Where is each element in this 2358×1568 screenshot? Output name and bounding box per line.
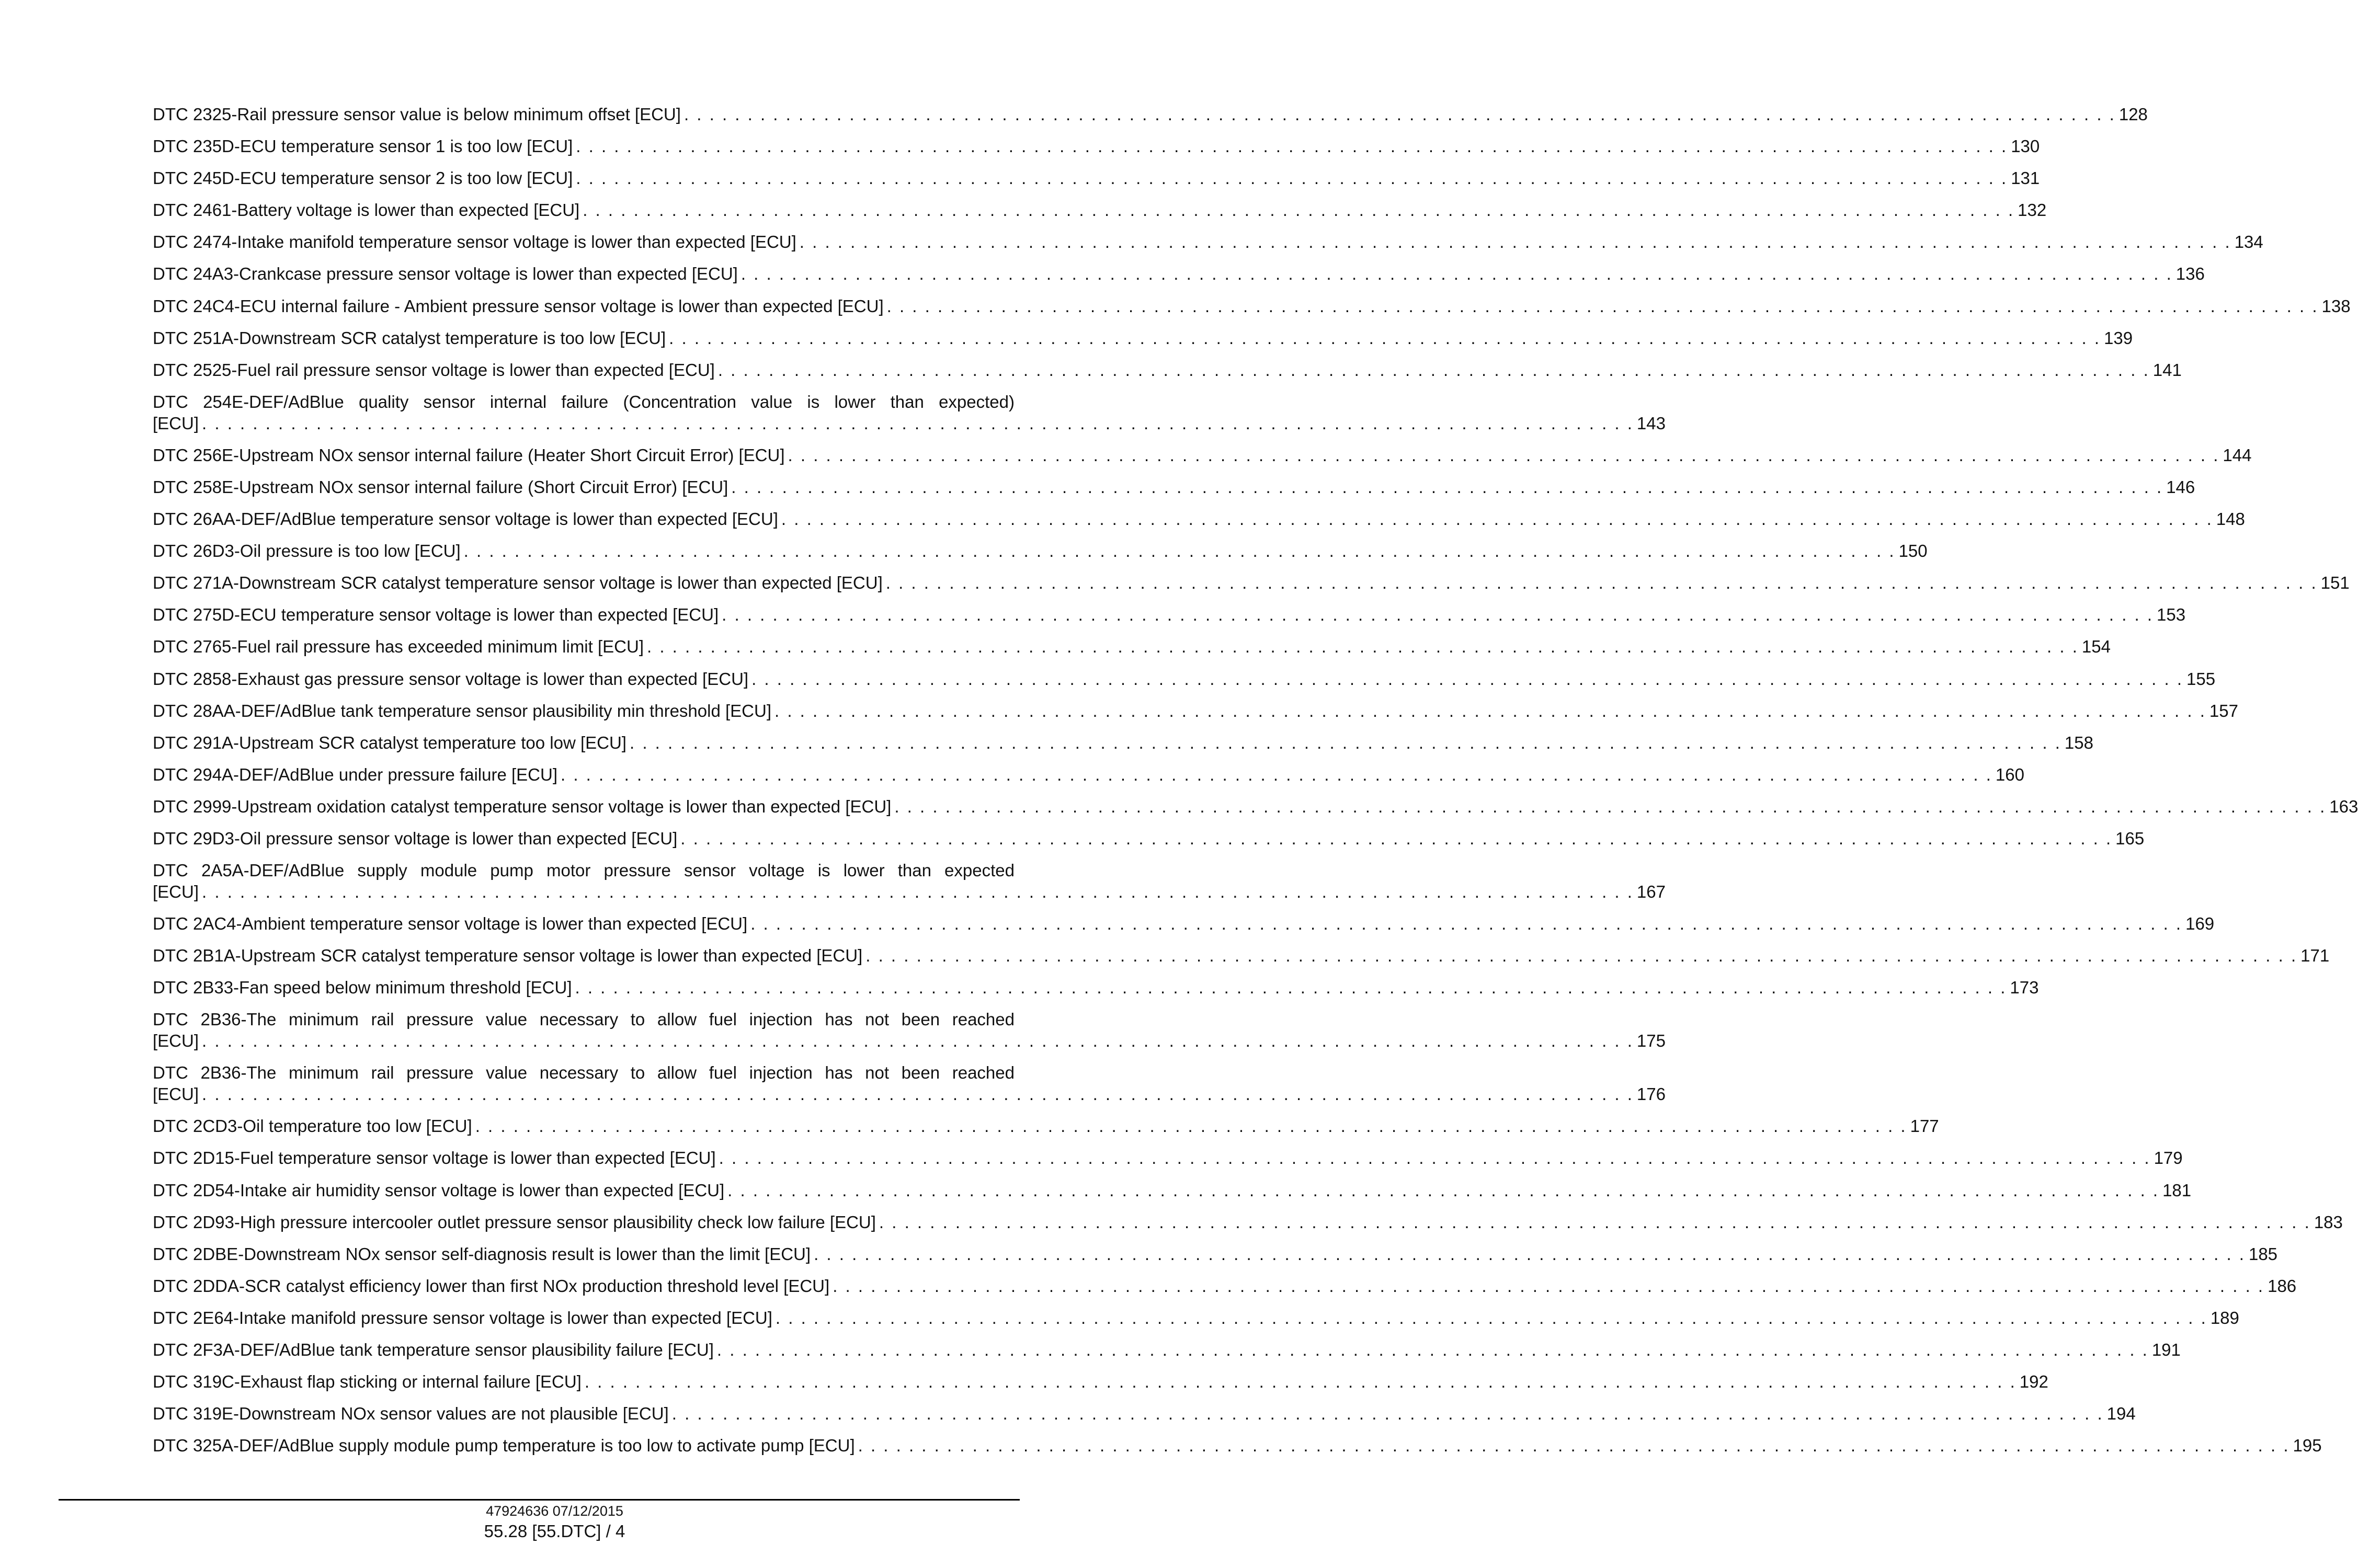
dot-leader: . . . . . . . . . . . . . . . . . . . . . . . . . . . . . . . . . . . . . . . . . . . . . . . . . . . . . . . . . . . . . . . . . . . . . . . . . . . . . . . . . . . . . . . . . . . . . . . . . . . . . . . . . . . . . . . . .: [684, 105, 2116, 124]
toc-entry-page: 151: [2320, 573, 2350, 593]
dot-leader: . . . . . . . . . . . . . . . . . . . . . . . . . . . . . . . . . . . . . . . . . . . . . . . . . . . . . . . . . . . . . . . . . . . . . . . . . . . . . . . . . . . . . . . . . . . . . . . . . . . . . . . . . . . . . . . . .: [575, 978, 2007, 998]
dot-leader: . . . . . . . . . . . . . . . . . . . . . . . . . . . . . . . . . . . . . . . . . . . . . . . . . . . . . . . . . . . . . . . . . . . . . . . . . . . . . . . . . . . . . . . . . . . . . . . . . . . . . . . . . . . . . . . . .: [202, 1031, 1634, 1051]
toc-entry-title: DTC 2F3A-DEF/AdBlue tank temperature sensor plausibility failure [ECU]: [153, 1340, 714, 1359]
toc-entry-title: DTC 2858-Exhaust gas pressure sensor voltage is lower than expected [ECU]: [153, 669, 749, 689]
toc-entry: [153, 1435, 2322, 1467]
dot-leader: . . . . . . . . . . . . . . . . . . . . . . . . . . . . . . . . . . . . . . . . . . . . . . . . . . . . . . . . . . . . . . . . . . . . . . . . . . . . . . . . . . . . . . . . . . . . . . . . . . . . . . . . . . . . . . . . .: [671, 1404, 2104, 1424]
toc-entry: [153, 359, 2182, 391]
toc-entry-title: DTC 2A5A-DEF/AdBlue supply module pump motor pressure sensor voltage is lower than expected: [153, 861, 1015, 880]
toc-entry-page: 146: [2166, 477, 2195, 497]
dot-leader: . . . . . . . . . . . . . . . . . . . . . . . . . . . . . . . . . . . . . . . . . . . . . . . . . . . . . . . . . . . . . . . . . . . . . . . . . . . . . . . . . . . . . . . . . . . . . . . . . . . . . . . . . . . . . . . . .: [751, 669, 2183, 689]
toc-entry-title: DTC 29D3-Oil pressure sensor voltage is lower than expected [ECU]: [153, 828, 678, 848]
toc-entry-page: 139: [2104, 328, 2133, 348]
toc-entry: [153, 1371, 2048, 1403]
toc-entry-title: DTC 2B33-Fan speed below minimum threshold [ECU]: [153, 978, 572, 998]
toc-entry-page: 143: [1636, 413, 1666, 433]
toc-entry: [153, 732, 2093, 764]
dot-leader: . . . . . . . . . . . . . . . . . . . . . . . . . . . . . . . . . . . . . . . . . . . . . . . . . . . . . . . . . . . . . . . . . . . . . . . . . . . . . . . . . . . . . . . . . . . . . . . . . . . . . . . . . . . . . . . . .: [741, 264, 2173, 284]
toc-entry-title: DTC 2B36-The minimum rail pressure value necessary to allow fuel injection has not been reached: [153, 1010, 1015, 1029]
dot-leader: . . . . . . . . . . . . . . . . . . . . . . . . . . . . . . . . . . . . . . . . . . . . . . . . . . . . . . . . . . . . . . . . . . . . . . . . . . . . . . . . . . . . . . . . . . . . . . . . . . . . . . . . . . . . . . . . .: [716, 1340, 2149, 1359]
toc-entry: [153, 104, 2148, 135]
toc-entry-title-continued: [ECU]: [153, 882, 199, 902]
toc-entry-title: DTC 251A-Downstream SCR catalyst temperature is too low [ECU]: [153, 328, 666, 348]
toc-entry-title: DTC 291A-Upstream SCR catalyst temperature too low [ECU]: [153, 733, 626, 752]
toc-entry: [153, 476, 2195, 508]
toc-entry-page: 165: [2115, 828, 2145, 848]
toc-entry-title: DTC 2525-Fuel rail pressure sensor voltage is lower than expected [ECU]: [153, 360, 715, 380]
dot-leader: . . . . . . . . . . . . . . . . . . . . . . . . . . . . . . . . . . . . . . . . . . . . . . . . . . . . . . . . . . . . . . . . . . . . . . . . . . . . . . . . . . . . . . . . . . . . . . . . . . . . . . . . . . . . . . . . .: [202, 1084, 1634, 1104]
toc-entry-page: 154: [2081, 637, 2111, 657]
dot-leader: . . . . . . . . . . . . . . . . . . . . . . . . . . . . . . . . . . . . . . . . . . . . . . . . . . . . . . . . . . . . . . . . . . . . . . . . . . . . . . . . . . . . . . . . . . . . . . . . . . . . . . . . . . . . . . . . .: [722, 605, 2154, 625]
dot-leader: . . . . . . . . . . . . . . . . . . . . . . . . . . . . . . . . . . . . . . . . . . . . . . . . . . . . . . . . . . . . . . . . . . . . . . . . . . . . . . . . . . . . . . . . . . . . . . . . . . . . . . . . . . . . . . . . .: [717, 360, 2150, 380]
toc-entry: [153, 1115, 1939, 1147]
toc-entry-page: 192: [2019, 1372, 2048, 1392]
toc-entry-page: 163: [2329, 796, 2358, 816]
toc-entry-page: 175: [1636, 1031, 1666, 1051]
dot-leader: . . . . . . . . . . . . . . . . . . . . . . . . . . . . . . . . . . . . . . . . . . . . . . . . . . . . . . . . . . . . . . . . . . . . . . . . . . . . . . . . . . . . . . . . . . . . . . . . . . . . . . . . . . . . . . . . .: [576, 136, 2008, 156]
toc-entry: [153, 796, 2358, 828]
toc-entry-page: 169: [2185, 914, 2215, 934]
toc-entry-title: DTC 2AC4-Ambient temperature sensor voltage is lower than expected [ECU]: [153, 914, 748, 934]
toc-entry-title: DTC 2B1A-Upstream SCR catalyst temperature sensor voltage is lower than expected [ECU]: [153, 946, 863, 966]
toc-entry-title: DTC 2DBE-Downstream NOx sensor self-diagnosis result is lower than the limit [ECU]: [153, 1244, 811, 1264]
toc-entry-title: DTC 26AA-DEF/AdBlue temperature sensor voltage is lower than expected [ECU]: [153, 509, 778, 529]
dot-leader: . . . . . . . . . . . . . . . . . . . . . . . . . . . . . . . . . . . . . . . . . . . . . . . . . . . . . . . . . . . . . . . . . . . . . . . . . . . . . . . . . . . . . . . . . . . . . . . . . . . . . . . . . . . . . . . . .: [799, 232, 2231, 252]
dot-leader: . . . . . . . . . . . . . . . . . . . . . . . . . . . . . . . . . . . . . . . . . . . . . . . . . . . . . . . . . . . . . . . . . . . . . . . . . . . . . . . . . . . . . . . . . . . . . . . . . . . . . . . . . . . . . . . . .: [865, 946, 2298, 966]
toc-entry: [153, 295, 2351, 327]
dot-leader: . . . . . . . . . . . . . . . . . . . . . . . . . . . . . . . . . . . . . . . . . . . . . . . . . . . . . . . . . . . . . . . . . . . . . . . . . . . . . . . . . . . . . . . . . . . . . . . . . . . . . . . . . . . . . . . . .: [879, 1212, 2311, 1232]
toc-entry-title: DTC 2CD3-Oil temperature too low [ECU]: [153, 1116, 472, 1136]
toc-entry-title: DTC 24A3-Crankcase pressure sensor voltage is lower than expected [ECU]: [153, 264, 738, 284]
footer-document-reference: 47924636 07/12/2015: [486, 1503, 623, 1519]
toc-entry-page: 189: [2210, 1308, 2239, 1327]
toc-entry: [153, 1339, 2181, 1371]
toc-entry-page: 150: [1898, 541, 1928, 561]
toc-entry: [153, 1211, 2343, 1243]
toc-entry: [153, 444, 2252, 476]
dot-leader: . . . . . . . . . . . . . . . . . . . . . . . . . . . . . . . . . . . . . . . . . . . . . . . . . . . . . . . . . . . . . . . . . . . . . . . . . . . . . . . . . . . . . . . . . . . . . . . . . . . . . . . . . . . . . . . . .: [576, 168, 2008, 188]
dot-leader: . . . . . . . . . . . . . . . . . . . . . . . . . . . . . . . . . . . . . . . . . . . . . . . . . . . . . . . . . . . . . . . . . . . . . . . . . . . . . . . . . . . . . . . . . . . . . . . . . . . . . . . . . . . . . . . . .: [886, 296, 2319, 316]
toc-entry-title: DTC 319C-Exhaust flap sticking or internal failure [ECU]: [153, 1372, 582, 1392]
toc-entry: [153, 945, 2330, 977]
toc-entry-page: 167: [1636, 882, 1666, 902]
toc-entry: [153, 1062, 1666, 1115]
toc-entry-title: DTC 2461-Battery voltage is lower than expected [ECU]: [153, 200, 580, 220]
dot-leader: . . . . . . . . . . . . . . . . . . . . . . . . . . . . . . . . . . . . . . . . . . . . . . . . . . . . . . . . . . . . . . . . . . . . . . . . . . . . . . . . . . . . . . . . . . . . . . . . . . . . . . . . . . . . . . . . .: [584, 1372, 2017, 1392]
toc-entry-page: 153: [2157, 605, 2186, 625]
dot-leader: . . . . . . . . . . . . . . . . . . . . . . . . . . . . . . . . . . . . . . . . . . . . . . . . . . . . . . . . . . . . . . . . . . . . . . . . . . . . . . . . . . . . . . . . . . . . . . . . . . . . . . . . . . . . . . . . .: [731, 477, 2163, 497]
toc-entry: [153, 636, 2111, 668]
table-of-contents: [153, 104, 2358, 1467]
toc-entry-page: 181: [2162, 1180, 2192, 1200]
dot-leader: . . . . . . . . . . . . . . . . . . . . . . . . . . . . . . . . . . . . . . . . . . . . . . . . . . . . . . . . . . . . . . . . . . . . . . . . . . . . . . . . . . . . . . . . . . . . . . . . . . . . . . . . . . . . . . . . .: [202, 882, 1634, 902]
toc-entry: [153, 604, 2186, 636]
dot-leader: . . . . . . . . . . . . . . . . . . . . . . . . . . . . . . . . . . . . . . . . . . . . . . . . . . . . . . . . . . . . . . . . . . . . . . . . . . . . . . . . . . . . . . . . . . . . . . . . . . . . . . . . . . . . . . . . .: [475, 1116, 1907, 1136]
toc-entry-page: 194: [2106, 1404, 2136, 1424]
toc-entry-page: 131: [2011, 168, 2040, 188]
toc-entry-page: 144: [2223, 445, 2252, 465]
toc-entry-title: DTC 24C4-ECU internal failure - Ambient pressure sensor voltage is lower than expected [ECU]: [153, 296, 884, 316]
toc-entry: [153, 1180, 2192, 1211]
toc-entry-title: DTC 26D3-Oil pressure is too low [ECU]: [153, 541, 461, 561]
footer-page-number: 55.28 [55.DTC] / 4: [484, 1521, 625, 1541]
toc-entry: [153, 1403, 2136, 1435]
toc-entry: [153, 828, 2145, 860]
toc-entry: [153, 913, 2215, 945]
dot-leader: . . . . . . . . . . . . . . . . . . . . . . . . . . . . . . . . . . . . . . . . . . . . . . . . . . . . . . . . . . . . . . . . . . . . . . . . . . . . . . . . . . . . . . . . . . . . . . . . . . . . . . . . . . . . . . . . .: [463, 541, 1896, 561]
toc-entry: [153, 1243, 2278, 1275]
toc-entry-title: DTC 254E-DEF/AdBlue quality sensor internal failure (Concentration value is lower than expected): [153, 392, 1015, 411]
footer-divider: [59, 1499, 1020, 1501]
dot-leader: . . . . . . . . . . . . . . . . . . . . . . . . . . . . . . . . . . . . . . . . . . . . . . . . . . . . . . . . . . . . . . . . . . . . . . . . . . . . . . . . . . . . . . . . . . . . . . . . . . . . . . . . . . . . . . . . .: [858, 1436, 2290, 1456]
toc-entry-page: 171: [2300, 946, 2330, 966]
toc-entry-title: DTC 275D-ECU temperature sensor voltage is lower than expected [ECU]: [153, 605, 719, 625]
toc-entry: [153, 135, 2040, 167]
toc-entry: [153, 1147, 2183, 1179]
toc-entry-title-continued: [ECU]: [153, 1031, 199, 1051]
toc-entry-page: 148: [2216, 509, 2245, 529]
dot-leader: . . . . . . . . . . . . . . . . . . . . . . . . . . . . . . . . . . . . . . . . . . . . . . . . . . . . . . . . . . . . . . . . . . . . . . . . . . . . . . . . . . . . . . . . . . . . . . . . . . . . . . . . . . . . . . . . .: [583, 200, 2015, 220]
dot-leader: . . . . . . . . . . . . . . . . . . . . . . . . . . . . . . . . . . . . . . . . . . . . . . . . . . . . . . . . . . . . . . . . . . . . . . . . . . . . . . . . . . . . . . . . . . . . . . . . . . . . . . . . . . . . . . . . .: [775, 1308, 2207, 1327]
toc-entry-title: DTC 2474-Intake manifold temperature sensor voltage is lower than expected [ECU]: [153, 232, 796, 252]
dot-leader: . . . . . . . . . . . . . . . . . . . . . . . . . . . . . . . . . . . . . . . . . . . . . . . . . . . . . . . . . . . . . . . . . . . . . . . . . . . . . . . . . . . . . . . . . . . . . . . . . . . . . . . . . . . . . . . . .: [647, 637, 2079, 657]
toc-entry-page: 173: [2010, 978, 2039, 998]
dot-leader: . . . . . . . . . . . . . . . . . . . . . . . . . . . . . . . . . . . . . . . . . . . . . . . . . . . . . . . . . . . . . . . . . . . . . . . . . . . . . . . . . . . . . . . . . . . . . . . . . . . . . . . . . . . . . . . . .: [788, 445, 2220, 465]
dot-leader: . . . . . . . . . . . . . . . . . . . . . . . . . . . . . . . . . . . . . . . . . . . . . . . . . . . . . . . . . . . . . . . . . . . . . . . . . . . . . . . . . . . . . . . . . . . . . . . . . . . . . . . . . . . . . . . . .: [719, 1148, 2151, 1168]
toc-entry-page: 141: [2152, 360, 2182, 380]
toc-entry-title: DTC 325A-DEF/AdBlue supply module pump temperature is too low to activate pump [ECU]: [153, 1436, 855, 1456]
toc-entry-page: 191: [2151, 1340, 2181, 1359]
dot-leader: . . . . . . . . . . . . . . . . . . . . . . . . . . . . . . . . . . . . . . . . . . . . . . . . . . . . . . . . . . . . . . . . . . . . . . . . . . . . . . . . . . . . . . . . . . . . . . . . . . . . . . . . . . . . . . . . .: [561, 764, 1992, 784]
toc-entry-page: 158: [2064, 733, 2093, 752]
toc-entry-title: DTC 245D-ECU temperature sensor 2 is too low [ECU]: [153, 168, 573, 188]
toc-entry-page: 183: [2314, 1212, 2343, 1232]
toc-entry: [153, 1275, 2297, 1307]
toc-entry: [153, 668, 2216, 700]
dot-leader: . . . . . . . . . . . . . . . . . . . . . . . . . . . . . . . . . . . . . . . . . . . . . . . . . . . . . . . . . . . . . . . . . . . . . . . . . . . . . . . . . . . . . . . . . . . . . . . . . . . . . . . . . . . . . . . . .: [727, 1180, 2160, 1200]
toc-entry-page: 176: [1636, 1084, 1666, 1104]
toc-entry: [153, 1009, 1666, 1062]
toc-entry-page: 136: [2175, 264, 2205, 284]
toc-entry-page: 179: [2154, 1148, 2183, 1168]
dot-leader: . . . . . . . . . . . . . . . . . . . . . . . . . . . . . . . . . . . . . . . . . . . . . . . . . . . . . . . . . . . . . . . . . . . . . . . . . . . . . . . . . . . . . . . . . . . . . . . . . . . . . . . . . . . . . . . . .: [202, 413, 1634, 433]
toc-entry-page: 185: [2248, 1244, 2278, 1264]
toc-entry: [153, 327, 2133, 359]
dot-leader: . . . . . . . . . . . . . . . . . . . . . . . . . . . . . . . . . . . . . . . . . . . . . . . . . . . . . . . . . . . . . . . . . . . . . . . . . . . . . . . . . . . . . . . . . . . . . . . . . . . . . . . . . . . . . . . . .: [774, 701, 2206, 720]
toc-entry: [153, 764, 2024, 796]
toc-entry-page: 155: [2186, 669, 2216, 689]
toc-entry: [153, 860, 1666, 913]
toc-entry-title: DTC 2B36-The minimum rail pressure value necessary to allow fuel injection has not been reached: [153, 1063, 1015, 1083]
dot-leader: . . . . . . . . . . . . . . . . . . . . . . . . . . . . . . . . . . . . . . . . . . . . . . . . . . . . . . . . . . . . . . . . . . . . . . . . . . . . . . . . . . . . . . . . . . . . . . . . . . . . . . . . . . . . . . . . .: [629, 733, 2061, 752]
toc-entry: [153, 977, 2039, 1009]
toc-entry: [153, 508, 2245, 540]
dot-leader: . . . . . . . . . . . . . . . . . . . . . . . . . . . . . . . . . . . . . . . . . . . . . . . . . . . . . . . . . . . . . . . . . . . . . . . . . . . . . . . . . . . . . . . . . . . . . . . . . . . . . . . . . . . . . . . . .: [669, 328, 2101, 348]
toc-entry-page: 134: [2234, 232, 2263, 252]
toc-entry-title: DTC 258E-Upstream NOx sensor internal failure (Short Circuit Error) [ECU]: [153, 477, 728, 497]
toc-entry-title: DTC 2E64-Intake manifold pressure sensor voltage is lower than expected [ECU]: [153, 1308, 772, 1327]
toc-entry: [153, 391, 1666, 444]
dot-leader: . . . . . . . . . . . . . . . . . . . . . . . . . . . . . . . . . . . . . . . . . . . . . . . . . . . . . . . . . . . . . . . . . . . . . . . . . . . . . . . . . . . . . . . . . . . . . . . . . . . . . . . . . . . . . . . . .: [750, 914, 2183, 934]
dot-leader: . . . . . . . . . . . . . . . . . . . . . . . . . . . . . . . . . . . . . . . . . . . . . . . . . . . . . . . . . . . . . . . . . . . . . . . . . . . . . . . . . . . . . . . . . . . . . . . . . . . . . . . . . . . . . . . . .: [781, 509, 2213, 529]
toc-entry: [153, 540, 1928, 572]
toc-entry-title: DTC 319E-Downstream NOx sensor values are not plausible [ECU]: [153, 1404, 669, 1424]
toc-entry-title: DTC 235D-ECU temperature sensor 1 is too low [ECU]: [153, 136, 573, 156]
toc-entry-title: DTC 2D54-Intake air humidity sensor voltage is lower than expected [ECU]: [153, 1180, 725, 1200]
dot-leader: . . . . . . . . . . . . . . . . . . . . . . . . . . . . . . . . . . . . . . . . . . . . . . . . . . . . . . . . . . . . . . . . . . . . . . . . . . . . . . . . . . . . . . . . . . . . . . . . . . . . . . . . . . . . . . . . .: [680, 828, 2113, 848]
toc-entry-title: DTC 294A-DEF/AdBlue under pressure failure [ECU]: [153, 764, 557, 784]
toc-entry-title: DTC 256E-Upstream NOx sensor internal failure (Heater Short Circuit Error) [ECU]: [153, 445, 785, 465]
toc-entry: [153, 572, 2350, 604]
toc-entry-page: 128: [2118, 105, 2148, 124]
toc-entry: [153, 263, 2205, 295]
toc-entry-page: 157: [2209, 701, 2238, 720]
toc-entry-title-continued: [ECU]: [153, 413, 199, 433]
dot-leader: . . . . . . . . . . . . . . . . . . . . . . . . . . . . . . . . . . . . . . . . . . . . . . . . . . . . . . . . . . . . . . . . . . . . . . . . . . . . . . . . . . . . . . . . . . . . . . . . . . . . . . . . . . . . . . . . .: [894, 796, 2327, 816]
toc-entry-page: 130: [2011, 136, 2040, 156]
toc-entry-title: DTC 2999-Upstream oxidation catalyst temperature sensor voltage is lower than expected [ECU]: [153, 796, 892, 816]
toc-entry-page: 195: [2293, 1436, 2322, 1456]
toc-entry-title: DTC 2D15-Fuel temperature sensor voltage is lower than expected [ECU]: [153, 1148, 716, 1168]
dot-leader: . . . . . . . . . . . . . . . . . . . . . . . . . . . . . . . . . . . . . . . . . . . . . . . . . . . . . . . . . . . . . . . . . . . . . . . . . . . . . . . . . . . . . . . . . . . . . . . . . . . . . . . . . . . . . . . . .: [885, 573, 2318, 593]
toc-entry: [153, 231, 2263, 263]
dot-leader: . . . . . . . . . . . . . . . . . . . . . . . . . . . . . . . . . . . . . . . . . . . . . . . . . . . . . . . . . . . . . . . . . . . . . . . . . . . . . . . . . . . . . . . . . . . . . . . . . . . . . . . . . . . . . . . . .: [833, 1276, 2265, 1296]
toc-entry-title: DTC 28AA-DEF/AdBlue tank temperature sensor plausibility min threshold [ECU]: [153, 701, 771, 720]
toc-entry: [153, 199, 2047, 231]
toc-entry-title: DTC 2DDA-SCR catalyst efficiency lower than first NOx production threshold level [ECU]: [153, 1276, 830, 1296]
toc-entry-title-continued: [ECU]: [153, 1084, 199, 1104]
toc-entry: [153, 700, 2238, 732]
toc-entry-page: 177: [1910, 1116, 1939, 1136]
toc-entry-title: DTC 2D93-High pressure intercooler outlet pressure sensor plausibility check low failure [ECU]: [153, 1212, 876, 1232]
toc-entry-page: 186: [2268, 1276, 2297, 1296]
toc-entry-page: 160: [1995, 764, 2024, 784]
toc-entry: [153, 167, 2040, 199]
dot-leader: . . . . . . . . . . . . . . . . . . . . . . . . . . . . . . . . . . . . . . . . . . . . . . . . . . . . . . . . . . . . . . . . . . . . . . . . . . . . . . . . . . . . . . . . . . . . . . . . . . . . . . . . . . . . . . . . .: [814, 1244, 2246, 1264]
toc-entry: [153, 1307, 2239, 1339]
toc-entry-title: DTC 2765-Fuel rail pressure has exceeded minimum limit [ECU]: [153, 637, 644, 657]
toc-entry-title: DTC 271A-Downstream SCR catalyst temperature sensor voltage is lower than expected [ECU]: [153, 573, 883, 593]
toc-entry-page: 132: [2018, 200, 2047, 220]
toc-entry-page: 138: [2321, 296, 2351, 316]
toc-entry-title: DTC 2325-Rail pressure sensor value is below minimum offset [ECU]: [153, 105, 681, 124]
